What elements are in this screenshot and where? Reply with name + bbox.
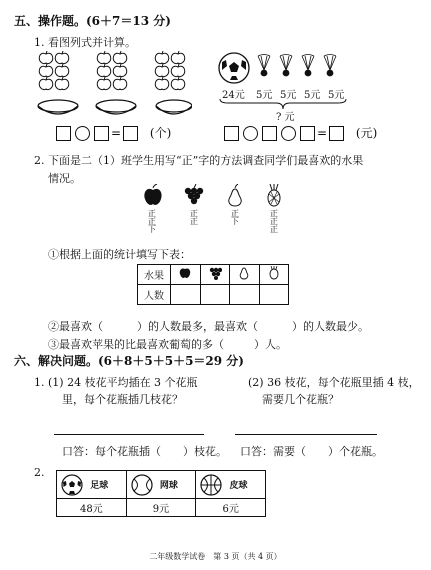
problem-1-part-1-line-1: 1. (1) 24 枝花平均插在 3 个花瓶	[34, 376, 198, 389]
apple-icon	[39, 53, 53, 63]
sub-question-1: ①根据上面的统计填写下表：	[48, 248, 191, 261]
answer-1: 口答：每个花瓶插（ ）枝花。	[62, 445, 227, 458]
pineapple-icon	[267, 266, 281, 280]
apple-icon	[113, 79, 127, 89]
apple-icon	[171, 53, 185, 63]
count-input-pineapple[interactable]	[259, 285, 289, 305]
problem-1-part-2-line-1: (2) 36 枝花，每个花瓶里插 4 枝，	[248, 376, 420, 389]
ball-name-soccer: 足球	[90, 481, 109, 491]
problem-2-label: 2.	[34, 466, 45, 479]
table-cell-grapes	[200, 265, 230, 285]
total-question: ? 元	[276, 112, 295, 123]
apples-bowls-picture	[34, 50, 192, 120]
apple-icon	[144, 184, 161, 205]
work-line-2[interactable]	[235, 434, 377, 435]
answer-box[interactable]	[262, 126, 277, 141]
pear-icon	[229, 184, 241, 206]
price-shuttle-2: 5元	[280, 90, 297, 101]
sub-question-2: ②最喜欢（ ）的人数最多，最喜欢（ ）的人数最少。	[48, 320, 369, 333]
apple-icon	[55, 66, 69, 76]
answer-box[interactable]	[123, 126, 138, 141]
section-6-title: 六、解决问题。(6＋8＋5＋5＋5＝29 分)	[14, 354, 244, 368]
ball-price-tennis: 9元	[126, 499, 196, 517]
work-line-1[interactable]	[54, 434, 204, 435]
table-cell-apple	[171, 265, 201, 285]
apple-icon	[155, 66, 169, 76]
tally-apple: 正 正 下	[148, 209, 156, 234]
tally-pear: 正 下	[231, 209, 239, 226]
table-head-count: 人数	[138, 285, 171, 305]
table-cell-pineapple	[259, 265, 289, 285]
answer-box[interactable]	[94, 126, 109, 141]
soccer-ball-icon	[61, 474, 83, 496]
operator-circle[interactable]	[281, 126, 296, 141]
apple-icon	[113, 66, 127, 76]
apple-icon	[155, 53, 169, 63]
right-unit: (元)	[355, 126, 378, 140]
grapes-icon	[185, 184, 203, 204]
problem-1-part-1-line-2: 里，每个花瓶插几枝花？	[62, 393, 183, 406]
pear-icon	[237, 266, 251, 280]
price-ball: 24元	[222, 90, 245, 101]
apple-icon	[113, 53, 127, 63]
count-input-grapes[interactable]	[200, 285, 230, 305]
ball-price-rubber: 6元	[196, 499, 266, 517]
ball-cell-rubber	[196, 471, 266, 499]
operator-circle[interactable]	[243, 126, 258, 141]
left-equation	[54, 124, 171, 141]
answer-box[interactable]	[56, 126, 71, 141]
price-shuttle-4: 5元	[328, 90, 345, 101]
apple-icon	[97, 79, 111, 89]
question-1-label: 1. 看图列式并计算。	[34, 36, 136, 49]
apple-icon	[171, 79, 185, 89]
apple-icon	[55, 53, 69, 63]
apple-icon	[97, 66, 111, 76]
answer-box[interactable]	[224, 126, 239, 141]
apple-icon	[97, 53, 111, 63]
soccer-ball-icon	[219, 53, 249, 83]
equals-sign: =	[317, 126, 328, 140]
ball-price-table	[56, 470, 266, 517]
tally-pineapple: 正 正 正	[270, 209, 278, 234]
tennis-ball-icon	[131, 474, 153, 496]
problem-1-part-2-line-2: 需要几个花瓶？	[262, 393, 339, 406]
apple-icon	[39, 66, 53, 76]
answer-box[interactable]	[300, 126, 315, 141]
left-unit: (个)	[149, 126, 172, 140]
question-2-label-cont: 情况。	[48, 172, 81, 185]
ball-price-soccer: 48元	[57, 499, 127, 517]
right-equation	[222, 124, 377, 141]
ball-shuttlecocks-picture	[218, 48, 348, 88]
ball-cell-soccer	[57, 471, 127, 499]
operator-circle[interactable]	[75, 126, 90, 141]
fruit-stats-table	[137, 264, 289, 305]
page-footer: 二年级数学试卷 第 3 页（共 4 页）	[149, 552, 282, 561]
ball-name-rubber: 皮球	[229, 481, 248, 491]
apple-icon	[178, 266, 192, 280]
question-2-label: 2. 下面是二（1）班学生用写“正”字的方法调查同学们最喜欢的水果	[34, 154, 364, 167]
apple-icon	[39, 79, 53, 89]
rubber-ball-icon	[200, 474, 222, 496]
count-input-apple[interactable]	[171, 285, 201, 305]
price-shuttle-3: 5元	[304, 90, 321, 101]
sub-question-3: ③最喜欢苹果的比最喜欢葡萄的多（ ）人。	[48, 338, 287, 351]
equals-sign: =	[111, 126, 122, 140]
count-input-pear[interactable]	[230, 285, 260, 305]
grapes-icon	[208, 266, 222, 280]
fruit-icons-row	[140, 184, 300, 208]
apple-icon	[55, 79, 69, 89]
tally-grapes: 正 正	[190, 209, 198, 226]
price-shuttle-1: 5元	[256, 90, 273, 101]
pineapple-icon	[268, 184, 280, 206]
apple-icon	[155, 79, 169, 89]
table-cell-pear	[230, 265, 260, 285]
ball-name-tennis: 网球	[159, 481, 178, 491]
table-head-fruit: 水果	[138, 265, 171, 285]
apple-icon	[171, 66, 185, 76]
answer-2: 口答：需要（ ）个花瓶。	[240, 445, 383, 458]
ball-cell-tennis	[126, 471, 196, 499]
answer-box[interactable]	[329, 126, 344, 141]
section-5-title: 五、操作题。(6＋7＝13 分)	[14, 14, 171, 28]
